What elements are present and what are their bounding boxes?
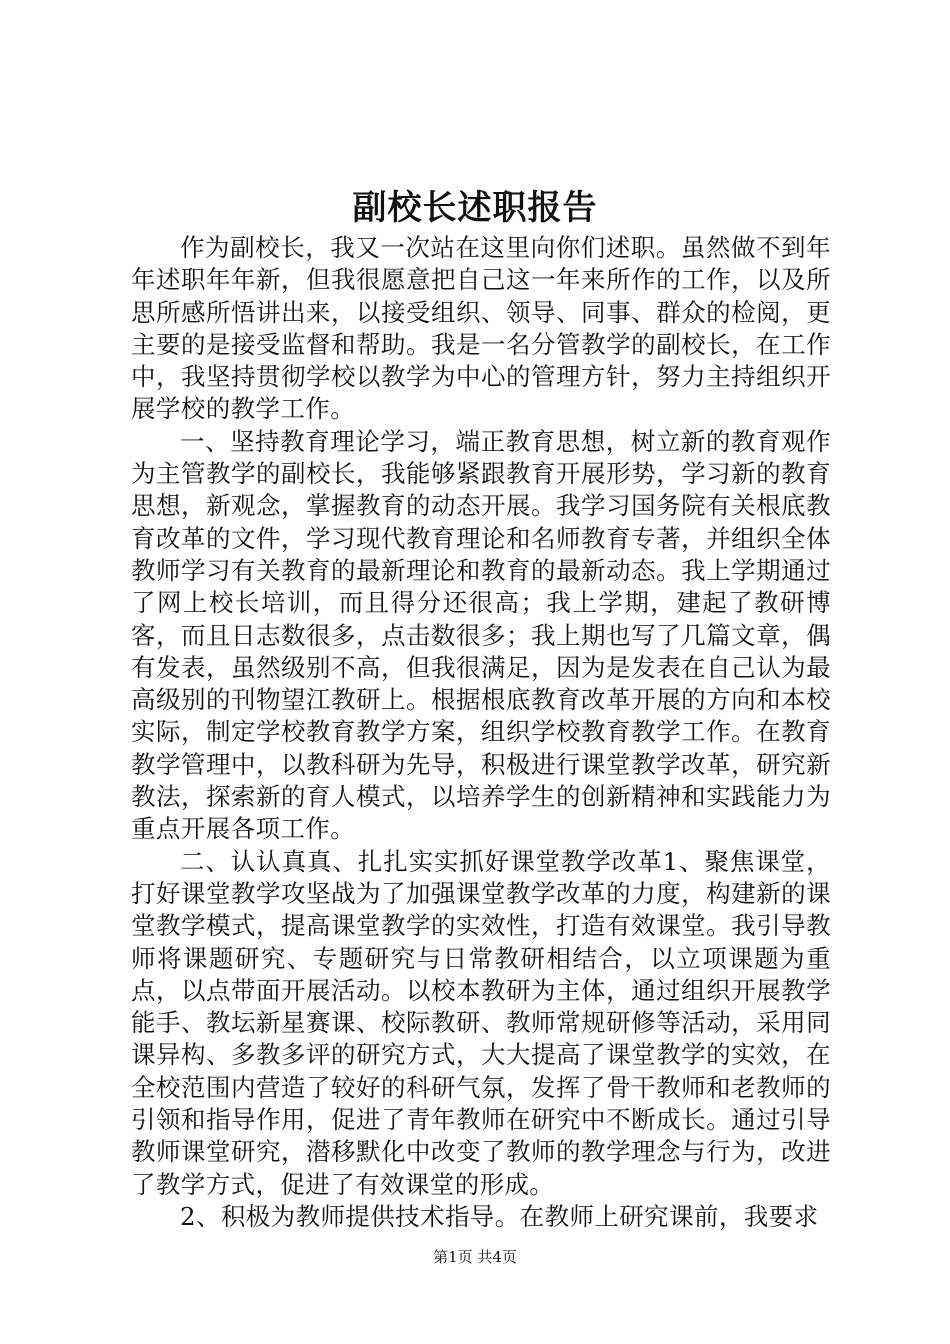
page-footer: 第1页 共4页 <box>433 1248 517 1266</box>
paragraph-section-2-item-2: 2、积极为教师提供技术指导。在教师上研究课前，我要求 <box>180 1201 819 1231</box>
document-body <box>131 232 831 1233</box>
paragraph-section-1: 一、坚持教育理论学习，端正教育思想，树立新的教育观作为主管教学的副校长，我能够紧跟教育开展形势，学习新的教育思想，新观念，掌握教育的动态开展。我学习国务院有关根底教育改革的文件，学习现代教育理论和名师教育专著，并组织全体教师学习有关教育的最新理论和教育的最新动态。我上学期通过了网上校长培训，而且得分还很高；我上学期，建起了教研博客，而且日志数很多，点击数很多；我上期也写了几篇文章，偶有发表，虽然级别不高，但我很满足，因为是发表在自己认为最高级别的刊物望江教研上。根据根底教育改革开展的方向和本校实际，制定学校教育教学方案，组织学校教育教学工作。在教育教学管理中，以教科研为先导，积极进行课堂教学改革，研究新教法，探索新的育人模式，以培养学生的创新精神和实践能力为重点开展各项工作。 <box>131 426 831 844</box>
document-title: 副校长述职报告 <box>352 188 598 228</box>
paragraph-section-2: 二、认认真真、扎扎实实抓好课堂教学改革1、聚焦课堂，打好课堂教学攻坚战为了加强课堂教学改革的力度，构建新的课堂教学模式，提高课堂教学的实效性，打造有效课堂。我引导教师将课题研究、专题研究与日常教研相结合，以立项课题为重点，以点带面开展活动。以校本教研为主体，通过组织开展教学能手、教坛新星赛课、校际教研、教师常规研修等活动，采用同课异构、多教多评的研究方式，大大提高了课堂教学的实效，在全校范围内营造了较好的科研气氛，发挥了骨干教师和老教师的引领和指导作用，促进了青年教师在研究中不断成长。通过引导教师课堂研究，潜移默化中改变了教师的教学理念与行为，改进了教学方式，促进了有效课堂的形成。 <box>131 846 831 1199</box>
paragraph-intro: 作为副校长，我又一次站在这里向你们述职。虽然做不到年年述职年年新，但我很愿意把自己这一年来所作的工作，以及所思所感所悟讲出来，以接受组织、领导、同事、群众的检阅，更主要的是接受监督和帮助。我是一名分管教学的副校长，在工作中，我坚持贯彻学校以教学为中心的管理方针，努力主持组织开展学校的教学工作。 <box>131 233 831 424</box>
